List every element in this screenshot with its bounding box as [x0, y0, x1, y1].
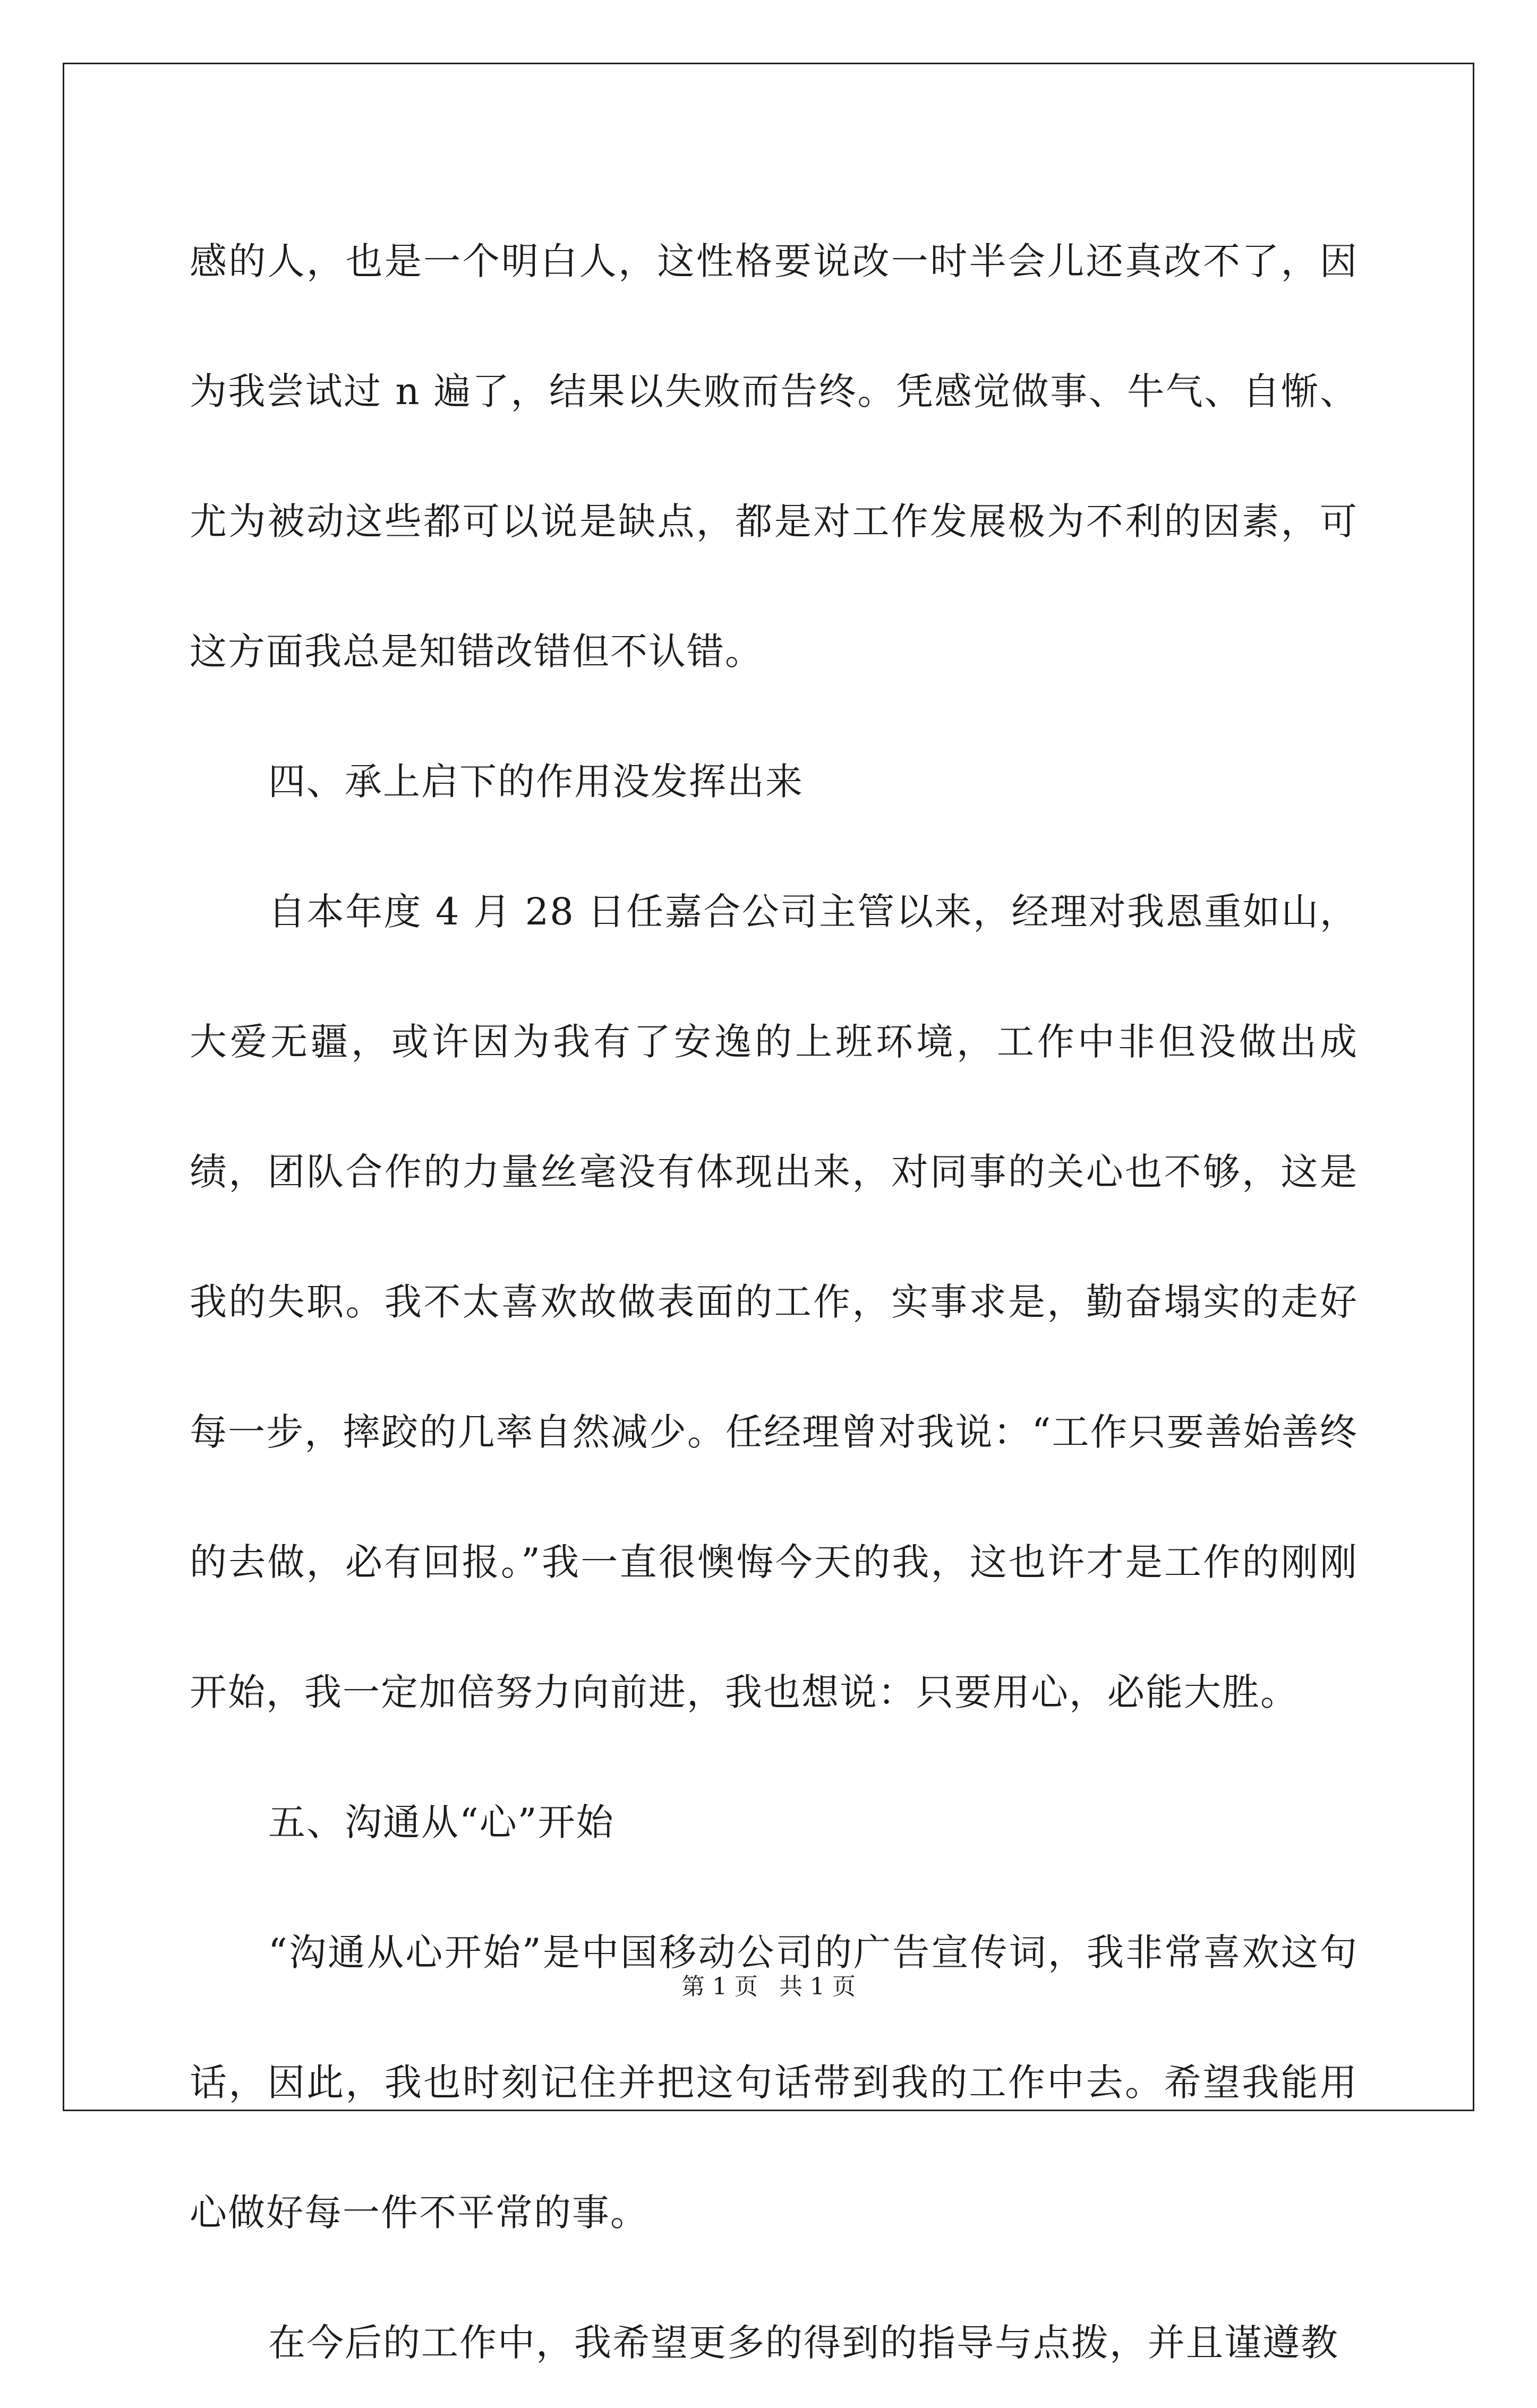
page-footer	[0, 1967, 1537, 2001]
document-body	[190, 196, 1358, 2408]
paragraph-3: “沟通从心开始”是中国移动公司的广告宣传词，我非常喜欢这句话，因此，我也时刻记住并把这句话带到我的工作中去。希望我能用心做好每一件不平常的事。	[190, 1931, 1358, 2234]
paragraph-2: 自本年度 4 月 28 日任嘉合公司主管以来，经理对我恩重如山，大爱无疆，或许因为我有了安逸的上班环境，工作中非但没做出成绩，团队合作的力量丝毫没有体现出来，对同事的关心也不够，这是我的失职。我不太喜欢故做表面的工作，实事求是，勤奋塌实的走好每一步，摔跤的几率自然减少。任经理曾对我说：“工作只要善始善终的去做，必有回报。”我一直很懊悔今天的我，这也许才是工作的刚刚开始，我一定加倍努力向前进，我也想说：只要用心，必能大胜。	[190, 890, 1358, 1714]
page-total: 共 1 页	[779, 1973, 856, 2000]
section-heading-4: 四、承上启下的作用没发挥出来	[268, 760, 804, 803]
page-number: 第 1 页	[681, 1973, 758, 2000]
paragraph-1: 感的人，也是一个明白人，这性格要说改一时半会儿还真改不了，因为我尝试过 n 遍了，结果以失败而告终。凭感觉做事、牛气、自惭、尤为被动这些都可以说是缺点，都是对工作发展极为不利的因素，可这方面我总是知错改错但不认错。	[190, 239, 1358, 673]
paragraph-4: 在今后的工作中，我希望更多的得到的指导与点拨，并且谨遵教	[268, 2321, 1339, 2364]
section-heading-5: 五、沟通从“心”开始	[268, 1801, 614, 1844]
